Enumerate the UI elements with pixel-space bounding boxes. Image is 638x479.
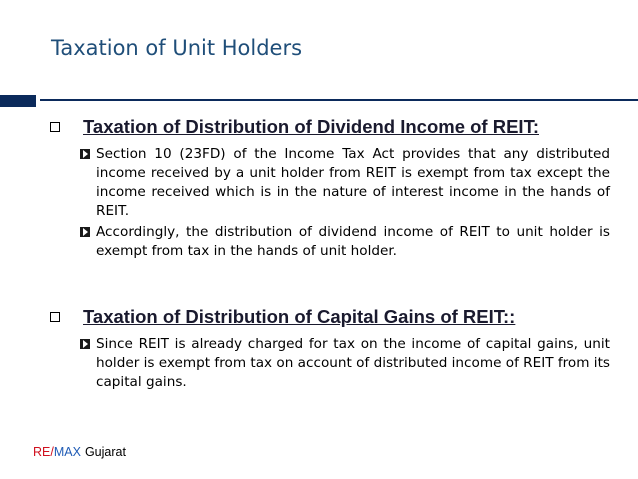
list-item-text: Section 10 (23FD) of the Income Tax Act provides that any distributed income received by a unit holder from REIT is exempt from tax except the income received which is in the nature of interest income in the hands of REIT. xyxy=(96,146,610,219)
arrow-bullet-icon xyxy=(80,149,90,159)
brand-max: MAX xyxy=(53,445,81,459)
section-heading-text: Taxation of Distribution of Capital Gains of REIT:: xyxy=(83,306,516,327)
title-rule-line xyxy=(40,99,638,101)
title-rule-block xyxy=(0,95,36,107)
arrow-bullet-icon xyxy=(80,339,90,349)
section-dividend-income xyxy=(50,115,610,261)
brand-re: RE/ xyxy=(33,445,54,459)
section-heading-text: Taxation of Distribution of Dividend Income of REIT: xyxy=(83,116,539,137)
brand-location: Gujarat xyxy=(84,445,126,459)
list-item xyxy=(80,145,610,221)
hollow-square-icon xyxy=(50,312,60,322)
slide-title: Taxation of Unit Holders xyxy=(51,36,303,60)
list-item xyxy=(80,223,610,261)
list-item-text: Since REIT is already charged for tax on the income of capital gains, unit holder is exempt from tax on account of distributed income of REIT from its capital gains. xyxy=(96,336,610,390)
footer-brand xyxy=(33,445,126,459)
title-rule xyxy=(0,95,638,107)
section-heading xyxy=(50,115,610,139)
section-capital-gains xyxy=(50,305,610,392)
arrow-bullet-icon xyxy=(80,227,90,237)
section-heading xyxy=(50,305,610,329)
hollow-square-icon xyxy=(50,122,60,132)
list-item-text: Accordingly, the distribution of dividend income of REIT to unit holder is exempt from tax in the hands of unit holder. xyxy=(96,224,610,259)
list-item xyxy=(80,335,610,392)
